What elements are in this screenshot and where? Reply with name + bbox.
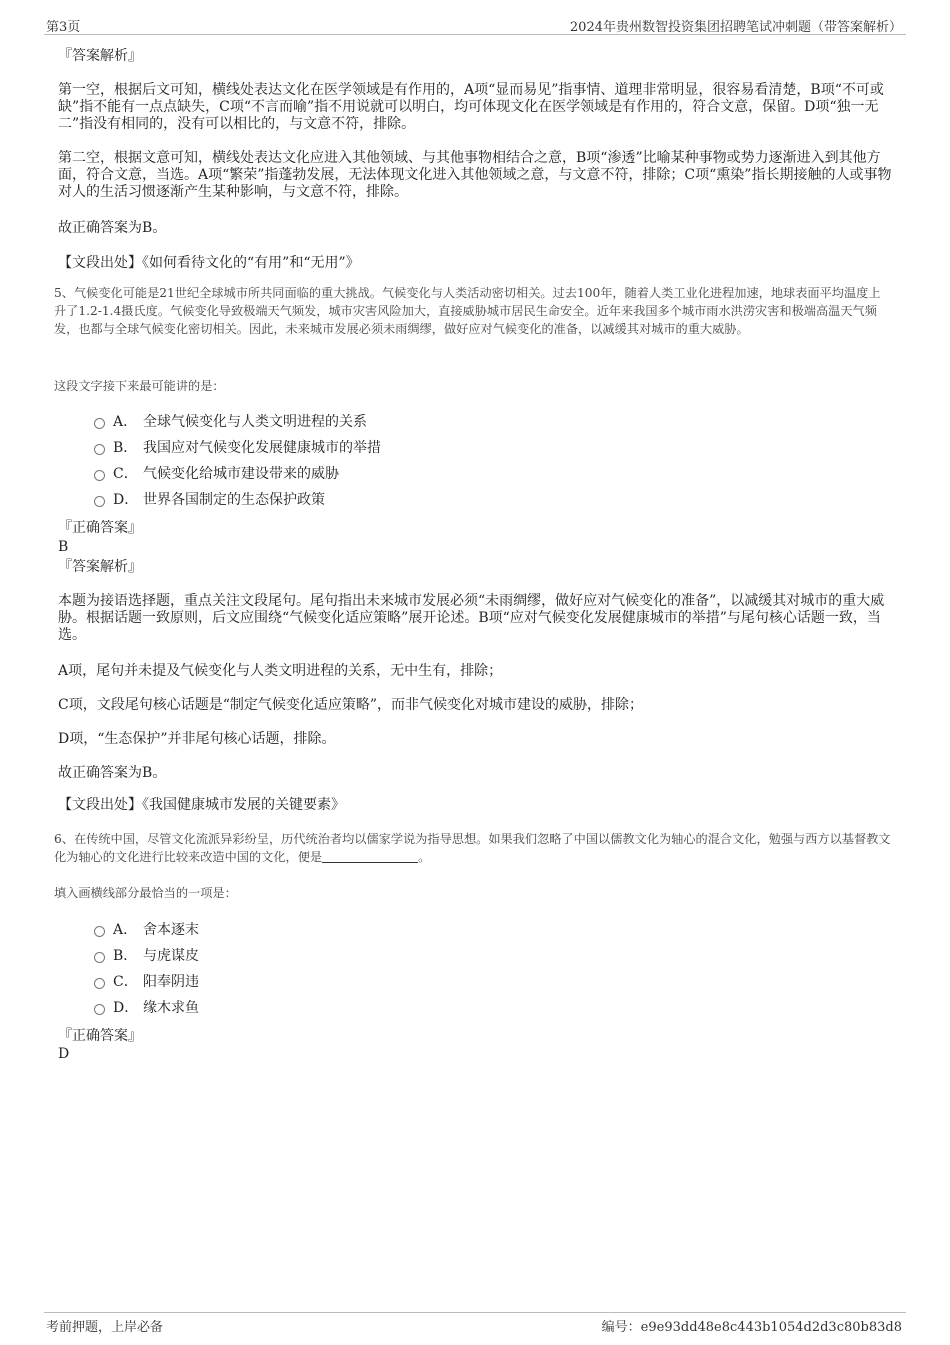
analysis-paragraph: 第二空，根据文意可知，横线处表达文化应进入其他领域、与其他事物相结合之意，B项“渗透”比喻某种事物或势力逐渐进入到其他方面，符合文意，当选。A项“繁荣”指蓬勃发展，无法体现文化进入其他领域之意，与文意不符，排除；C项“熏染”指长期接触的人或事物对人的生活习惯逐渐产生某种影响，与文意不符，排除。 bbox=[58, 150, 892, 200]
radio-icon[interactable] bbox=[94, 496, 105, 507]
analysis-paragraph: A项，尾句并未提及气候变化与人类文明进程的关系，无中生有，排除； bbox=[58, 663, 503, 679]
radio-icon[interactable] bbox=[94, 1004, 105, 1015]
document-code: 编号：e9e93dd48e8c443b1054d2d3c80b83d8 bbox=[601, 1320, 902, 1335]
option-b[interactable]: B． 我国应对气候变化发展健康城市的举措 bbox=[94, 437, 381, 459]
option-a[interactable]: A． 全球气候变化与人类文明进程的关系 bbox=[94, 411, 367, 433]
analysis-label: 『答案解析』 bbox=[58, 559, 142, 575]
option-a[interactable]: A． 舍本逐末 bbox=[94, 919, 199, 941]
page-header bbox=[44, 14, 906, 35]
analysis-paragraph: 本题为接语选择题，重点关注文段尾句。尾句指出未来城市发展必须“未雨绸缪，做好应对气候变化的准备”，以减缓其对城市的重大威胁。根据话题一致原则，后文应围绕“气候变化适应策略”展开论述。B项“应对气候变化发展健康城市的举措”与尾句核心话题一致，当选。 bbox=[58, 593, 885, 643]
option-d[interactable]: D． 缘木求鱼 bbox=[94, 997, 199, 1019]
answer-blank bbox=[322, 849, 418, 863]
option-b[interactable]: B． 与虎谋皮 bbox=[94, 945, 199, 967]
option-c[interactable]: C． 气候变化给城市建设带来的威胁 bbox=[94, 463, 339, 485]
answer-label: 『正确答案』 bbox=[58, 1028, 142, 1044]
radio-icon[interactable] bbox=[94, 470, 105, 481]
question-prompt: 填入画横线部分最恰当的一项是： bbox=[54, 886, 237, 900]
radio-icon[interactable] bbox=[94, 444, 105, 455]
source-citation: 【文段出处】《我国健康城市发展的关键要素》 bbox=[58, 797, 345, 813]
radio-icon[interactable] bbox=[94, 978, 105, 989]
document-title: 2024年贵州数智投资集团招聘笔试冲刺题（带答案解析） bbox=[569, 20, 902, 35]
analysis-paragraph: D项，“生态保护”并非尾句核心话题，排除。 bbox=[58, 731, 336, 747]
analysis-label: 『答案解析』 bbox=[58, 48, 142, 64]
radio-icon[interactable] bbox=[94, 418, 105, 429]
radio-icon[interactable] bbox=[94, 952, 105, 963]
analysis-paragraph: 第一空，根据后文可知，横线处表达文化在医学领域是有作用的，A项“显而易见”指事情、道理非常明显，很容易看清楚，B项“不可或缺”指不能有一点点缺失，C项“不言而喻”指不用说就可以明白，均可体现文化在医学领域是有作用的，符合文意，保留。D项“独一无二”指没有相同的，没有可以相比的，与文意不符，排除。 bbox=[58, 82, 884, 132]
option-d[interactable]: D． 世界各国制定的生态保护政策 bbox=[94, 489, 325, 511]
radio-icon[interactable] bbox=[94, 926, 105, 937]
answer-value: B bbox=[58, 539, 69, 555]
footer-slogan: 考前押题，上岸必备 bbox=[46, 1320, 164, 1335]
question-prompt: 这段文字接下来最可能讲的是： bbox=[54, 379, 225, 393]
page-number: 第3页 bbox=[46, 20, 81, 35]
analysis-paragraph: C项，文段尾句核心话题是“制定气候变化适应策略”，而非气候变化对城市建设的威胁，排除； bbox=[58, 697, 644, 713]
page-footer bbox=[44, 1312, 906, 1333]
option-c[interactable]: C． 阳奉阴违 bbox=[94, 971, 199, 993]
question-stem: 6、在传统中国，尽管文化流派异彩纷呈，历代统治者均以儒家学说为指导思想。如果我们忽略了中国以儒教文化为轴心的混合文化，勉强与西方以基督教文化为轴心的文化进行比较来改造中国的文化，便是 。 bbox=[54, 832, 891, 864]
question-stem: 5、气候变化可能是21世纪全球城市所共同面临的重大挑战。气候变化与人类活动密切相关。过去100年，随着人类工业化进程加速，地球表面平均温度上升了1.2-1.4摄氏度。气候变化导致极端天气频发，城市灾害风险加大，直接威胁城市居民生命安全。近年来我国多个城市雨水洪涝灾害和极端高温天气频发，也都与全球气候变化密切相关。因此，未来城市发展必须未雨绸缪，做好应对气候变化的准备，以减缓其对城市的重大威胁。 bbox=[54, 286, 881, 336]
source-citation: 【文段出处】《如何看待文化的“有用”和“无用”》 bbox=[58, 255, 360, 271]
answer-conclusion: 故正确答案为B。 bbox=[58, 765, 167, 781]
answer-value: D bbox=[58, 1046, 70, 1062]
answer-conclusion: 故正确答案为B。 bbox=[58, 220, 167, 236]
answer-label: 『正确答案』 bbox=[58, 520, 142, 536]
